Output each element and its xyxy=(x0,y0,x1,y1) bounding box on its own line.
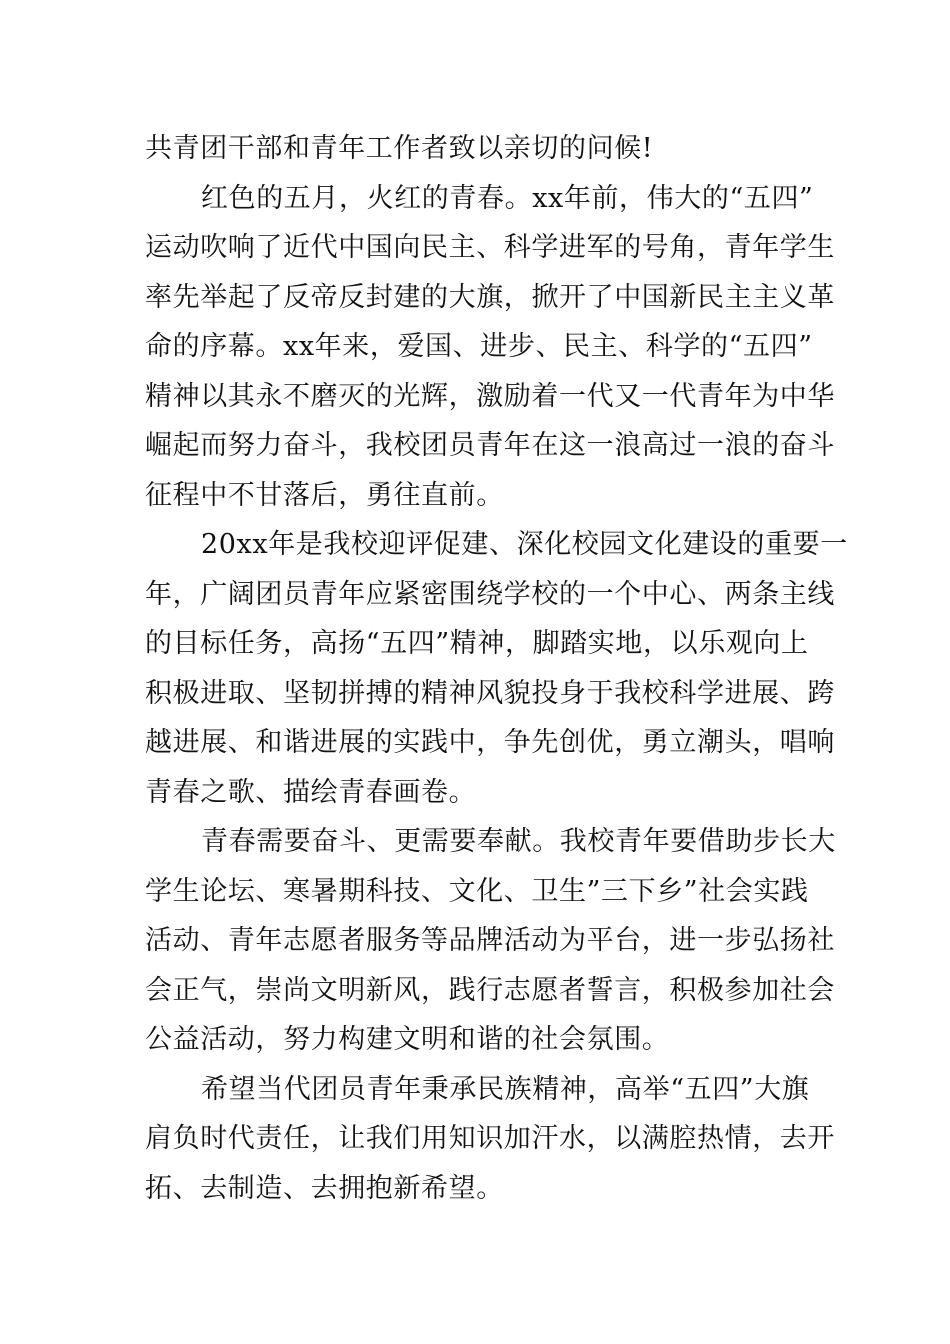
text-line: 青春需要奋斗、更需要奉献。我校青年要借助步长大 xyxy=(201,826,836,857)
text-line: 精神以其永不磨灭的光辉，激励着一代又一代青年为中华 xyxy=(145,380,835,412)
text-line: 率先举起了反帝反封建的大旗，掀开了中国新民主主义革 xyxy=(145,281,835,313)
text-line: 肩负时代责任，让我们用知识加汗水，以满腔热情，去开 xyxy=(145,1123,835,1154)
text-line: 运动吹响了近代中国向民主、科学进军的号角，青年学生 xyxy=(145,232,835,263)
text-line: 越进展、和谐进展的实践中，争先创优，勇立潮头，唱响 xyxy=(145,727,835,758)
text-line: 红色的五月，火红的青春。xx年前，伟大的“五四” xyxy=(201,182,814,214)
text-line: 希望当代团员青年秉承民族精神，高举“五四”大旗 xyxy=(201,1073,810,1105)
text-line: 公益活动，努力构建文明和谐的社会氛围。 xyxy=(145,1024,670,1055)
document-body xyxy=(145,124,848,1213)
text-line: 积极进取、坚韧拼搏的精神风貌投身于我校科学进展、跨 xyxy=(145,677,835,709)
text-line: 命的序幕。xx年来，爱国、进步、民主、科学的“五四” xyxy=(145,331,813,362)
text-line: 的目标任务，高扬“五四”精神，脚踏实地，以乐观向上 xyxy=(145,628,809,659)
text-line: 活动、青年志愿者服务等品牌活动为平台，进一步弘扬社 xyxy=(145,925,835,956)
text-line: 学生论坛、寒暑期科技、文化、卫生”三下乡”社会实践 xyxy=(145,875,809,907)
text-line: 征程中不甘落后，勇往直前。 xyxy=(145,479,504,511)
text-line: 会正气，崇尚文明新风，践行志愿者誓言，积极参加社会 xyxy=(145,974,835,1006)
text-line: 共青团干部和青年工作者致以亲切的问候! xyxy=(145,133,654,164)
text-line: 拓、去制造、去拥抱新希望。 xyxy=(145,1172,504,1204)
text-line: 崛起而努力奋斗，我校团员青年在这一浪高过一浪的奋斗 xyxy=(145,430,835,461)
text-line: 年，广阔团员青年应紧密围绕学校的一个中心、两条主线 xyxy=(145,578,835,610)
text-line: 20xx年是我校迎评促建、深化校园文化建设的重要一 xyxy=(201,529,848,560)
text-line: 青春之歌、描绘青春画卷。 xyxy=(145,776,477,808)
